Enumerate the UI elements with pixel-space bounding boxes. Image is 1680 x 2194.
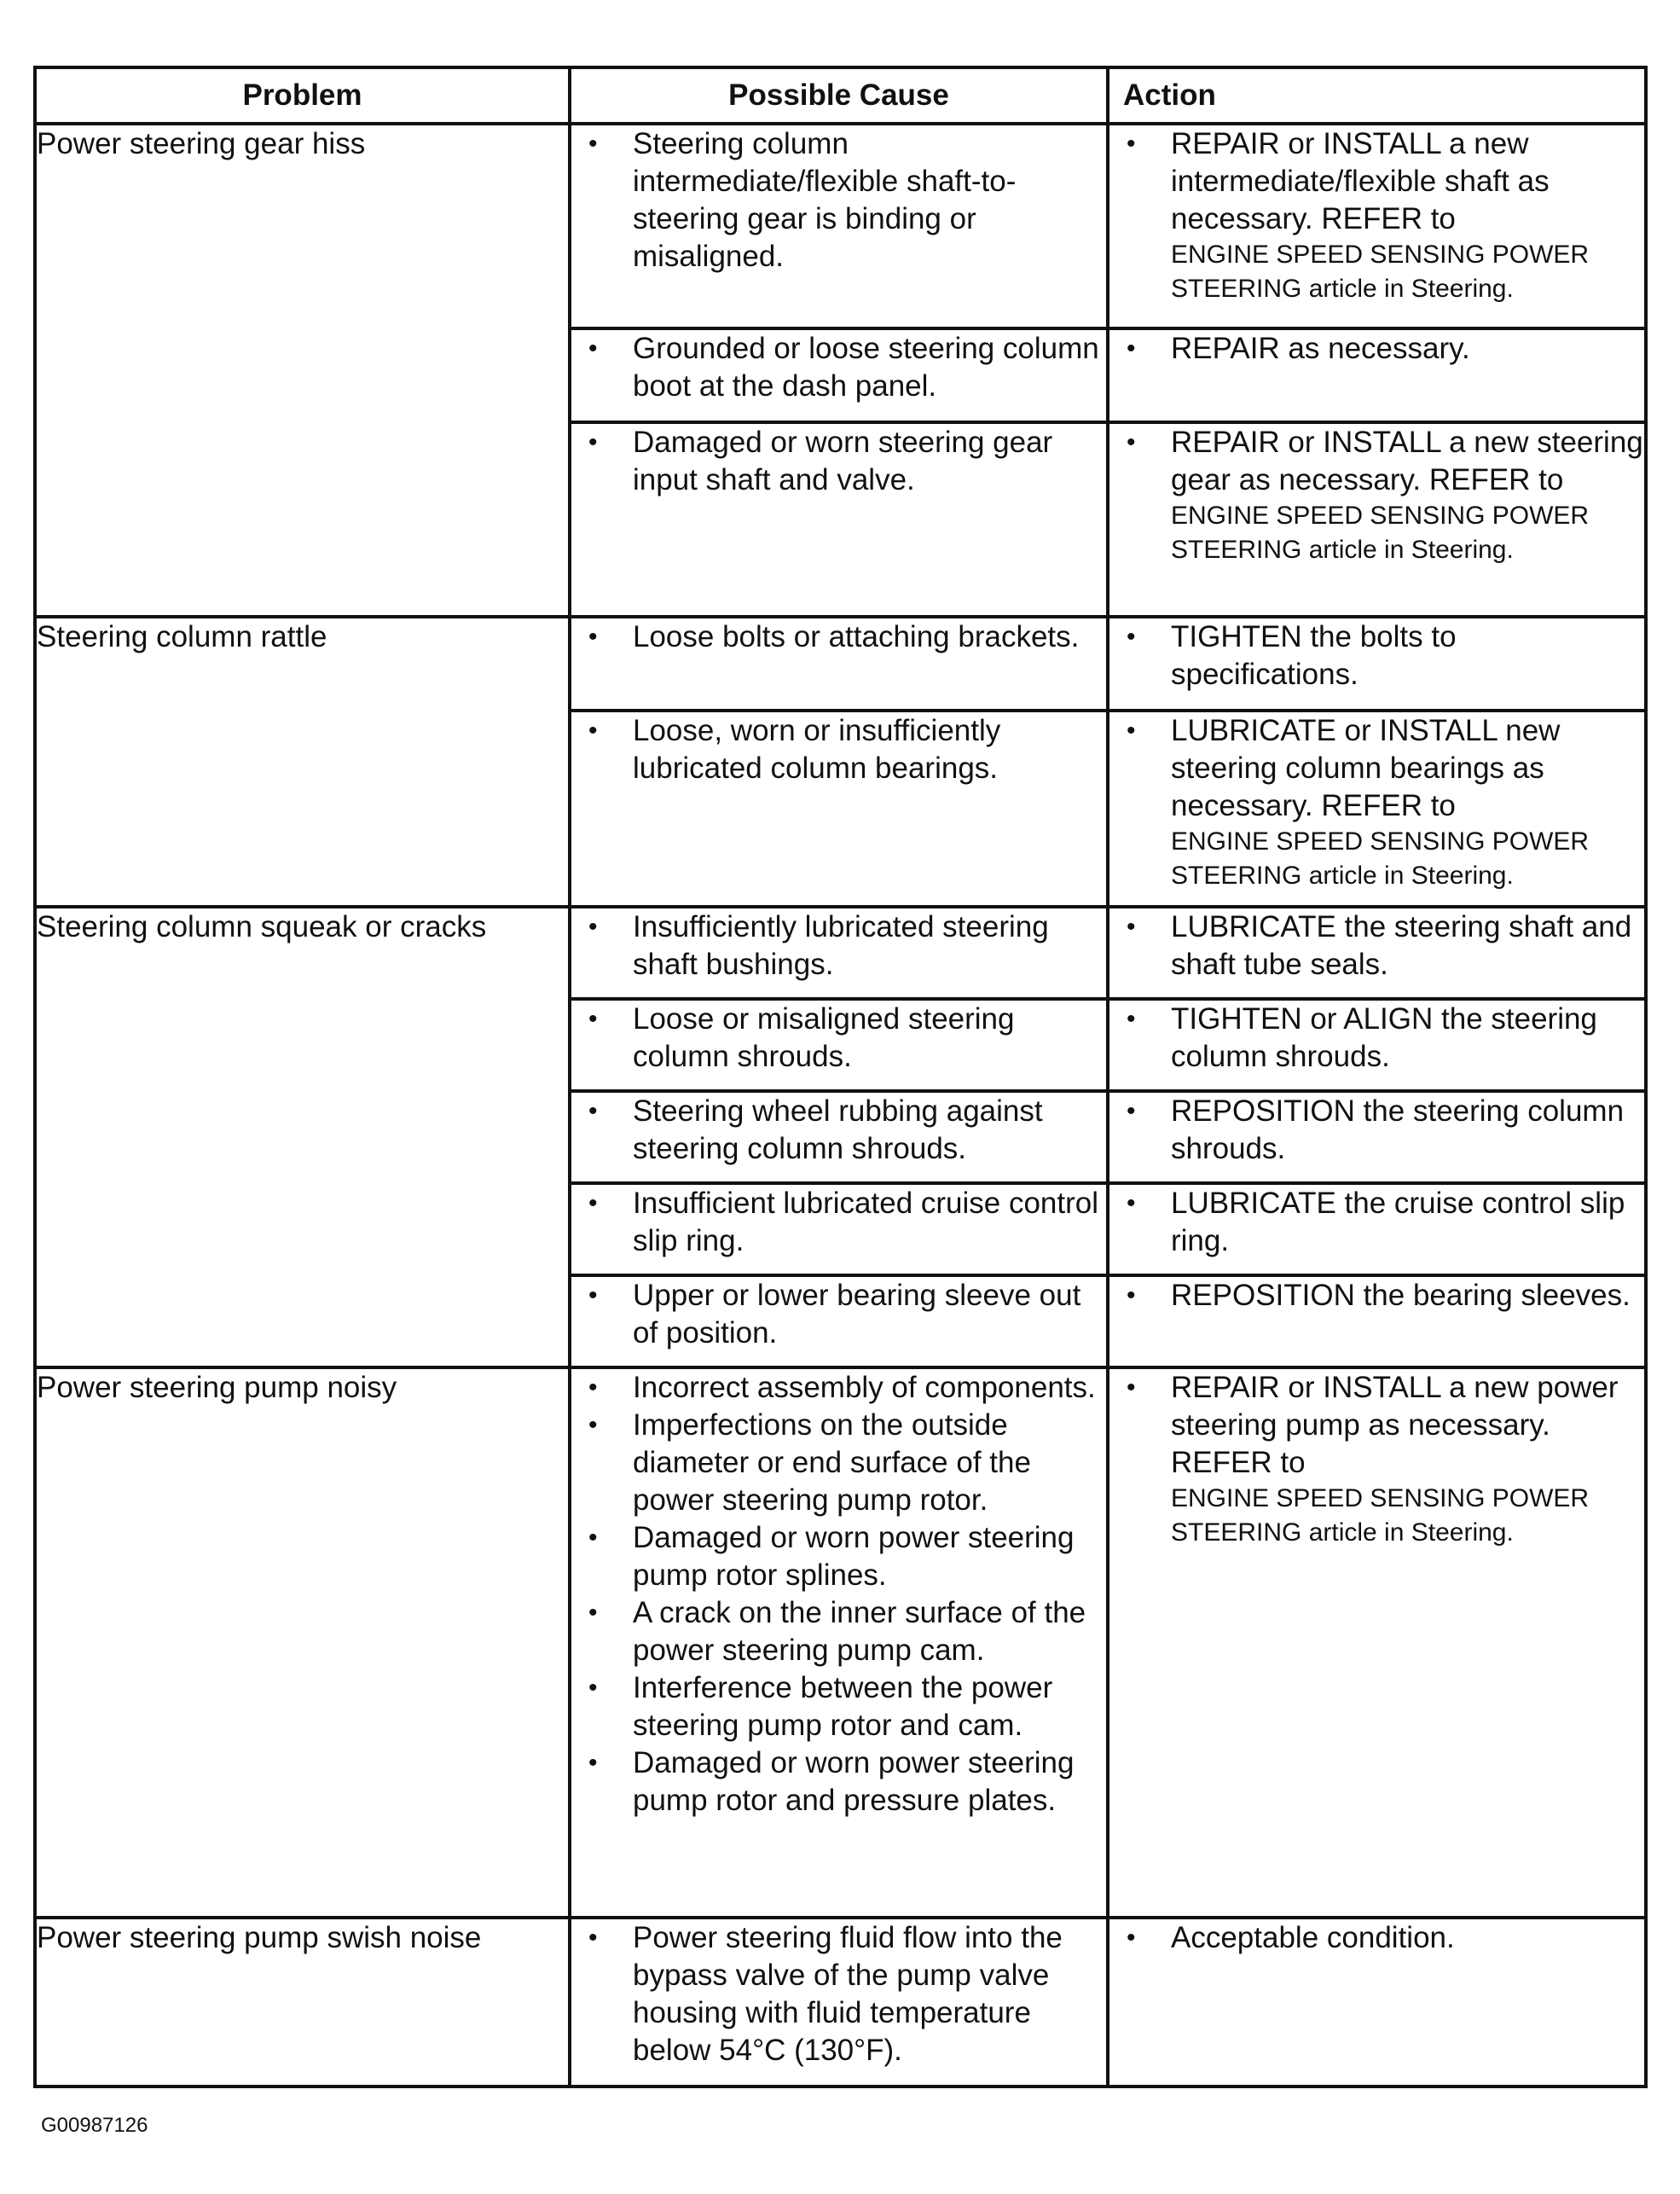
cause-item bbox=[571, 1669, 1106, 1744]
bullet-icon: • bbox=[588, 1599, 598, 1627]
action-cell bbox=[1108, 617, 1646, 711]
bullet-icon: • bbox=[1127, 1005, 1136, 1033]
bullet-icon: • bbox=[588, 334, 598, 363]
action-text: REPAIR or INSTALL a new intermediate/flexible shaft as necessary. REFER to bbox=[1171, 127, 1550, 235]
cause-text: Imperfections on the outside diameter or end surface of the power steering pump rotor. bbox=[633, 1408, 1031, 1517]
cause-item bbox=[571, 1407, 1106, 1519]
bullet-icon: • bbox=[588, 1524, 598, 1552]
action-text: LUBRICATE the steering shaft and shaft tube seals. bbox=[1171, 910, 1632, 981]
cause-list bbox=[571, 1001, 1106, 1076]
cause-list bbox=[571, 1369, 1106, 1820]
action-cell bbox=[1108, 422, 1646, 617]
bullet-icon: • bbox=[588, 1189, 598, 1217]
bullet-icon: • bbox=[1127, 623, 1136, 651]
problem-cell: Power steering pump noisy bbox=[35, 1367, 570, 1918]
table-body bbox=[35, 124, 1646, 2087]
action-text: REPOSITION the steering column shrouds. bbox=[1171, 1094, 1625, 1165]
action-item bbox=[1109, 1185, 1644, 1260]
cause-list bbox=[571, 712, 1106, 787]
action-text: TIGHTEN or ALIGN the steering column shrouds. bbox=[1171, 1002, 1597, 1073]
action-cell bbox=[1108, 1918, 1646, 2087]
problem-cell: Power steering pump swish noise bbox=[35, 1918, 570, 2087]
figure-code: G00987126 bbox=[41, 2114, 148, 2137]
cause-cell bbox=[570, 1367, 1108, 1918]
cause-text: Upper or lower bearing sleeve out of position. bbox=[633, 1279, 1081, 1349]
cause-item bbox=[571, 1519, 1106, 1594]
problem-cell: Steering column squeak or cracks bbox=[35, 907, 570, 1367]
action-list bbox=[1109, 1093, 1644, 1168]
bullet-icon: • bbox=[588, 717, 598, 745]
cause-list bbox=[571, 330, 1106, 405]
cause-item bbox=[571, 1185, 1106, 1260]
cause-item bbox=[571, 1277, 1106, 1352]
bullet-icon: • bbox=[588, 1373, 598, 1402]
article-reference: ENGINE SPEED SENSING POWER STEERING article in Steering. bbox=[1171, 241, 1590, 303]
cause-text: Grounded or loose steering column boot at the dash panel. bbox=[633, 332, 1099, 403]
bullet-icon: • bbox=[1127, 717, 1136, 745]
bullet-icon: • bbox=[1127, 1924, 1136, 1952]
troubleshooting-table bbox=[33, 66, 1648, 2088]
cause-list bbox=[571, 1277, 1106, 1352]
cause-text: Loose, worn or insufficiently lubricated column bearings. bbox=[633, 714, 1001, 785]
action-list bbox=[1109, 712, 1644, 893]
action-text: LUBRICATE the cruise control slip ring. bbox=[1171, 1187, 1625, 1257]
bullet-icon: • bbox=[588, 1924, 598, 1952]
action-list bbox=[1109, 908, 1644, 984]
cause-cell bbox=[570, 422, 1108, 617]
cause-cell bbox=[570, 1918, 1108, 2087]
cause-item bbox=[571, 330, 1106, 405]
article-reference: ENGINE SPEED SENSING POWER STEERING article in Steering. bbox=[1171, 1484, 1590, 1547]
action-text: REPOSITION the bearing sleeves. bbox=[1171, 1279, 1631, 1312]
action-item bbox=[1109, 1919, 1644, 1957]
action-list bbox=[1109, 125, 1644, 306]
action-item bbox=[1109, 424, 1644, 567]
cause-cell bbox=[570, 124, 1108, 328]
cause-list bbox=[571, 1919, 1106, 2069]
table-row bbox=[35, 1918, 1646, 2087]
action-item bbox=[1109, 618, 1644, 694]
article-reference: ENGINE SPEED SENSING POWER STEERING article in Steering. bbox=[1171, 827, 1590, 890]
cause-list bbox=[571, 424, 1106, 499]
action-item bbox=[1109, 1001, 1644, 1076]
action-cell bbox=[1108, 1183, 1646, 1275]
bullet-icon: • bbox=[1127, 913, 1136, 941]
cause-item bbox=[571, 1001, 1106, 1076]
cause-list bbox=[571, 618, 1106, 656]
header-row bbox=[35, 67, 1646, 124]
action-list bbox=[1109, 1001, 1644, 1076]
cause-text: Loose or misaligned steering column shrouds. bbox=[633, 1002, 1015, 1073]
action-item bbox=[1109, 330, 1644, 368]
action-text: Acceptable condition. bbox=[1171, 1921, 1455, 1954]
action-list bbox=[1109, 1369, 1644, 1550]
action-item bbox=[1109, 1369, 1644, 1550]
problem-cell: Power steering gear hiss bbox=[35, 124, 570, 617]
cause-text: Steering column intermediate/flexible shaft-to-steering gear is binding or misaligned. bbox=[633, 127, 1017, 273]
cause-item bbox=[571, 424, 1106, 499]
problem-cell: Steering column rattle bbox=[35, 617, 570, 907]
cause-item bbox=[571, 618, 1106, 656]
bullet-icon: • bbox=[588, 1005, 598, 1033]
bullet-icon: • bbox=[1127, 1189, 1136, 1217]
bullet-icon: • bbox=[1127, 1097, 1136, 1125]
cause-item bbox=[571, 1369, 1106, 1407]
cause-item bbox=[571, 712, 1106, 787]
cause-text: Power steering fluid flow into the bypass valve of the pump valve housing with fluid temperature below 54°C (130°F). bbox=[633, 1921, 1063, 2067]
action-list bbox=[1109, 330, 1644, 368]
bullet-icon: • bbox=[588, 1281, 598, 1309]
bullet-icon: • bbox=[588, 130, 598, 158]
cause-list bbox=[571, 1185, 1106, 1260]
cause-text: A crack on the inner surface of the power steering pump cam. bbox=[633, 1596, 1086, 1667]
cause-list bbox=[571, 1093, 1106, 1168]
cause-cell bbox=[570, 1183, 1108, 1275]
bullet-icon: • bbox=[588, 1411, 598, 1439]
cause-item bbox=[571, 1594, 1106, 1669]
bullet-icon: • bbox=[588, 1674, 598, 1702]
action-item bbox=[1109, 1277, 1644, 1315]
header-problem: Problem bbox=[35, 67, 570, 124]
table-row bbox=[35, 1367, 1646, 1918]
cause-item bbox=[571, 1919, 1106, 2069]
cause-text: Interference between the power steering pump rotor and cam. bbox=[633, 1671, 1053, 1742]
action-text: TIGHTEN the bolts to specifications. bbox=[1171, 620, 1457, 691]
header-possible-cause: Possible Cause bbox=[570, 67, 1108, 124]
table-row bbox=[35, 617, 1646, 711]
cause-list bbox=[571, 125, 1106, 276]
cause-item bbox=[571, 125, 1106, 276]
action-text: REPAIR or INSTALL a new steering gear as necessary. REFER to bbox=[1171, 426, 1643, 496]
action-list bbox=[1109, 618, 1644, 694]
action-cell bbox=[1108, 907, 1646, 999]
action-item bbox=[1109, 908, 1644, 984]
cause-cell bbox=[570, 907, 1108, 999]
cause-cell bbox=[570, 617, 1108, 711]
cause-cell bbox=[570, 999, 1108, 1091]
cause-cell bbox=[570, 1091, 1108, 1183]
cause-item bbox=[571, 908, 1106, 984]
cause-cell bbox=[570, 711, 1108, 907]
action-cell bbox=[1108, 999, 1646, 1091]
bullet-icon: • bbox=[588, 1097, 598, 1125]
cause-text: Loose bolts or attaching brackets. bbox=[633, 620, 1080, 653]
action-text: REPAIR or INSTALL a new power steering pump as necessary. REFER to bbox=[1171, 1371, 1619, 1479]
action-list bbox=[1109, 1185, 1644, 1260]
bullet-icon: • bbox=[588, 623, 598, 651]
action-item bbox=[1109, 125, 1644, 306]
cause-list bbox=[571, 908, 1106, 984]
action-text: LUBRICATE or INSTALL new steering column bearings as necessary. REFER to bbox=[1171, 714, 1561, 822]
bullet-icon: • bbox=[588, 913, 598, 941]
action-text: REPAIR as necessary. bbox=[1171, 332, 1470, 365]
cause-text: Damaged or worn power steering pump rotor and pressure plates. bbox=[633, 1746, 1075, 1817]
table-row bbox=[35, 124, 1646, 328]
action-cell bbox=[1108, 1091, 1646, 1183]
action-list bbox=[1109, 424, 1644, 567]
action-cell bbox=[1108, 1367, 1646, 1918]
table-row bbox=[35, 907, 1646, 999]
bullet-icon: • bbox=[1127, 428, 1136, 456]
action-item bbox=[1109, 1093, 1644, 1168]
cause-cell bbox=[570, 1275, 1108, 1367]
bullet-icon: • bbox=[1127, 1373, 1136, 1402]
action-cell bbox=[1108, 1275, 1646, 1367]
bullet-icon: • bbox=[1127, 334, 1136, 363]
action-cell bbox=[1108, 124, 1646, 328]
header-action: Action bbox=[1108, 67, 1646, 124]
cause-text: Incorrect assembly of components. bbox=[633, 1371, 1096, 1404]
cause-text: Insufficiently lubricated steering shaft bushings. bbox=[633, 910, 1049, 981]
action-item bbox=[1109, 712, 1644, 893]
action-cell bbox=[1108, 328, 1646, 422]
cause-text: Insufficient lubricated cruise control slip ring. bbox=[633, 1187, 1099, 1257]
cause-item bbox=[571, 1093, 1106, 1168]
cause-item bbox=[571, 1744, 1106, 1820]
bullet-icon: • bbox=[588, 428, 598, 456]
bullet-icon: • bbox=[588, 1749, 598, 1777]
cause-cell bbox=[570, 328, 1108, 422]
action-cell bbox=[1108, 711, 1646, 907]
article-reference: ENGINE SPEED SENSING POWER STEERING article in Steering. bbox=[1171, 502, 1590, 564]
cause-text: Damaged or worn steering gear input shaft and valve. bbox=[633, 426, 1053, 496]
action-list bbox=[1109, 1919, 1644, 1957]
bullet-icon: • bbox=[1127, 1281, 1136, 1309]
cause-text: Steering wheel rubbing against steering column shrouds. bbox=[633, 1094, 1043, 1165]
cause-text: Damaged or worn power steering pump rotor splines. bbox=[633, 1521, 1075, 1592]
bullet-icon: • bbox=[1127, 130, 1136, 158]
action-list bbox=[1109, 1277, 1644, 1315]
